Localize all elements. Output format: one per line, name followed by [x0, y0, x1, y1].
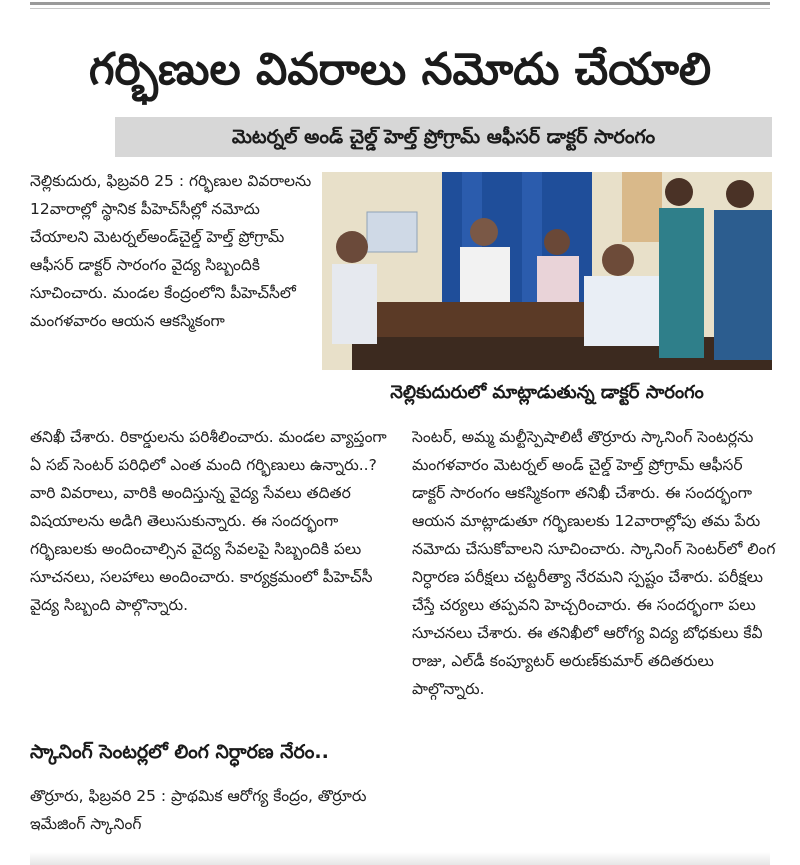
- section-heading: స్కానింగ్ సెంటర్లలో లింగ నిర్ధారణ నేరం..: [30, 741, 329, 763]
- top-rule-thin: [30, 8, 770, 9]
- headline: గర్భిణుల వివరాలు నమోదు చేయాలి: [88, 44, 712, 95]
- article2-paragraph-start: తొర్రూరు, ఫిబ్రవరి 25 : ప్రాథమిక ఆరోగ్య కేంద్రం, తొర్రూరు ఇమేజింగ్ స్కానింగ్: [30, 787, 367, 833]
- subheadline: మెటర్నల్ అండ్ చైల్డ్ హెల్త్ ప్రోగ్రామ్ ఆఫీసర్ డాక్టర్ సారంగం: [115, 117, 772, 157]
- top-rule: [30, 2, 770, 5]
- news-photo: [322, 172, 772, 370]
- photo-caption: నెల్లికుదురులో మాట్లాడుతున్న డాక్టర్ సారంగం: [390, 382, 704, 403]
- article-paragraph-continued: తనిఖీ చేశారు. రికార్డులను పరిశీలించారు. మండల వ్యాప్తంగా ఏ సబ్ సెంటర్ పరిధిలో ఎంత మంది గర్భిణులు ఉన్నారు..? వారి వివరాలు, వారికి అందిస్తున్న వైద్య సేవలు తదితర విషయాలను అడిగి తెలుసుకున్నారు. ఈ సందర్భంగా గర్భిణులకు అందించాల్సిన వైద్య సేవలపై సిబ్బందికి పలు సూచనలు, సలహాలు అందించారు. కార్యక్రమంలో పీహెచ్‌సీ వైద్య సిబ్బంది పాల్గొన్నారు.: [30, 428, 387, 614]
- photo-illustration: [322, 172, 772, 370]
- article2-paragraph-right-column: సెంటర్, అమ్మ మల్టీస్పెషాలిటీ తొర్రూరు స్కానింగ్ సెంటర్లను మంగళవారం మెటర్నల్ అండ్ చైల్డ్ హెల్త్ ప్రోగ్రామ్ ఆఫీసర్ డాక్టర్ సారంగం ఆకస్మికంగా తనిఖీ చేశారు. ఈ సందర్భంగా ఆయన మాట్లాడుతూ గర్భిణులకు 12వారాల్లోపు తమ పేరు నమోదు చేసుకోవాలని సూచించారు. స్కానింగ్ సెంటర్‌లో లింగ నిర్ధారణ పరీక్షలు చట్టరీత్యా నేరమని స్పష్టం చేశారు. పరీక్షలు చేస్తే చర్యలు తప్పవని హెచ్చరించారు. ఈ సందర్భంగా పలు సూచనలు చేశారు. ఈ తనిఖీలో ఆరోగ్య విద్య బోధకులు కేవీ రాజు, ఎల్‌డీ కంప్యూటర్ అరుణ్‌కుమార్ తదితరులు పాల్గొన్నారు.: [412, 428, 776, 698]
- bottom-edge: [30, 852, 770, 865]
- article-paragraph-intro: నెల్లికుదురు, ఫిబ్రవరి 25 : గర్భిణుల వివరాలను 12వారాల్లో స్థానిక పీహెచ్‌సీల్లో నమోదు చేయాలని మెటర్నల్‌అండ్‌చైల్డ్ హెల్త్ ప్రోగ్రామ్ ఆఫీసర్ డాక్టర్ సారంగం వైద్య సిబ్బందికి సూచించారు. మండల కేంద్రంలోని పీహెచ్‌సీలో మంగళవారం ఆయన ఆకస్మికంగా: [30, 172, 312, 330]
